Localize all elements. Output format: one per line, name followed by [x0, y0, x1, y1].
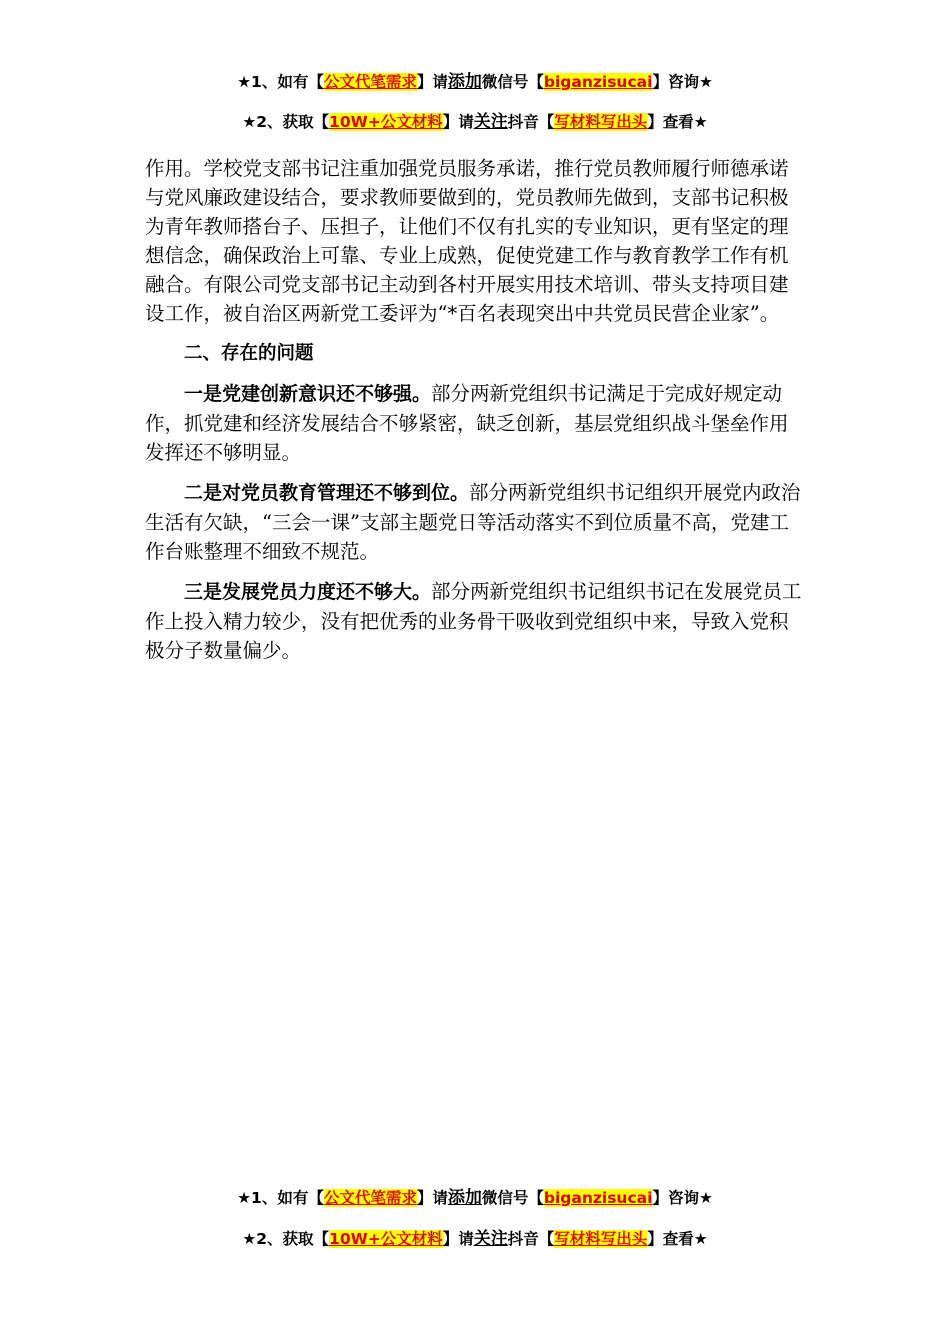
highlight-douyin-account: 写材料写出头	[554, 1230, 648, 1248]
banner-text: 微信号【	[481, 73, 544, 91]
banner-text: 】请	[416, 73, 448, 91]
problem-item-3	[145, 577, 807, 665]
highlight-service: 公文代笔需求	[323, 1189, 417, 1207]
problem-item-2	[145, 478, 807, 566]
highlight-douyin-account: 写材料写出头	[554, 113, 648, 131]
banner-text: 】请	[442, 113, 474, 131]
paragraph-intro: 作用。学校党支部书记注重加强党员服务承诺，推行党员教师履行师德承诺与党风廉政建设结合，要求教师要做到的，党员教师先做到，支部书记积极为青年教师搭台子、压担子，让他们不仅有扎实的专业知识，更有坚定的理想信念，确保政治上可靠、专业上成熟，促使党建工作与教育教学工作有机融合。有限公司党支部书记主动到各村开展实用技术培训、带头支持项目建设工作，被自治区两新党工委评为“*百名表现突出中共党员民营企业家”。	[145, 157, 789, 325]
highlight-wechat-id: biganzisucai	[543, 1189, 653, 1207]
banner-text: ★1、如有【	[237, 73, 324, 91]
document-body	[145, 154, 807, 676]
footer-banner-line-1	[0, 1188, 950, 1208]
underlined-action: 添加	[447, 1188, 482, 1208]
section-heading: 二、存在的问题	[184, 343, 314, 364]
banner-text: ★2、获取【	[242, 1230, 330, 1248]
banner-text: 】咨询★	[652, 1189, 713, 1207]
banner-text: 抖音【	[507, 113, 555, 131]
problem-text: 部分两新党组织书记组织开展党内政治生活有欠缺，“三会一课”支部主题党日等活动落实不到位质量不高，党建工作台账整理不细致不规范。	[145, 481, 801, 563]
problem-text: 部分两新党组织书记组织书记在发展党员工作上投入精力较少，没有把优秀的业务骨干吸收到党组织中来，导致入党积极分子数量偏少。	[145, 580, 802, 662]
banner-text: 】咨询★	[652, 73, 713, 91]
problem-lead: 三是发展党员力度还不够大。	[184, 581, 432, 603]
highlight-wechat-id: biganzisucai	[543, 73, 653, 91]
highlight-service: 公文代笔需求	[323, 73, 417, 91]
problem-lead: 一是党建创新意识还不够强。	[184, 383, 432, 405]
underlined-action: 添加	[447, 72, 482, 92]
problem-lead: 二是对党员教育管理还不够到位。	[184, 482, 470, 504]
banner-text: 】查看★	[647, 113, 708, 131]
banner-text: 】请	[416, 1189, 448, 1207]
banner-text: ★1、如有【	[237, 1189, 324, 1207]
problem-item-1	[145, 379, 807, 467]
banner-text: 微信号【	[481, 1189, 544, 1207]
banner-text: 抖音【	[507, 1230, 555, 1248]
underlined-action: 关注	[473, 1229, 508, 1249]
banner-text: 】请	[442, 1230, 474, 1248]
header-banner-line-1	[0, 72, 950, 92]
banner-text: ★2、获取【	[242, 113, 330, 131]
highlight-materials: 10W+公文材料	[329, 113, 443, 131]
banner-text: 】查看★	[647, 1230, 708, 1248]
footer-banner-line-2	[0, 1229, 950, 1249]
header-banner-line-2	[0, 112, 950, 132]
underlined-action: 关注	[473, 112, 508, 132]
highlight-materials: 10W+公文材料	[329, 1230, 443, 1248]
problem-text: 部分两新党组织书记满足于完成好规定动作，抓党建和经济发展结合不够紧密，缺乏创新，基层党组织战斗堡垒作用发挥还不够明显。	[145, 382, 789, 464]
